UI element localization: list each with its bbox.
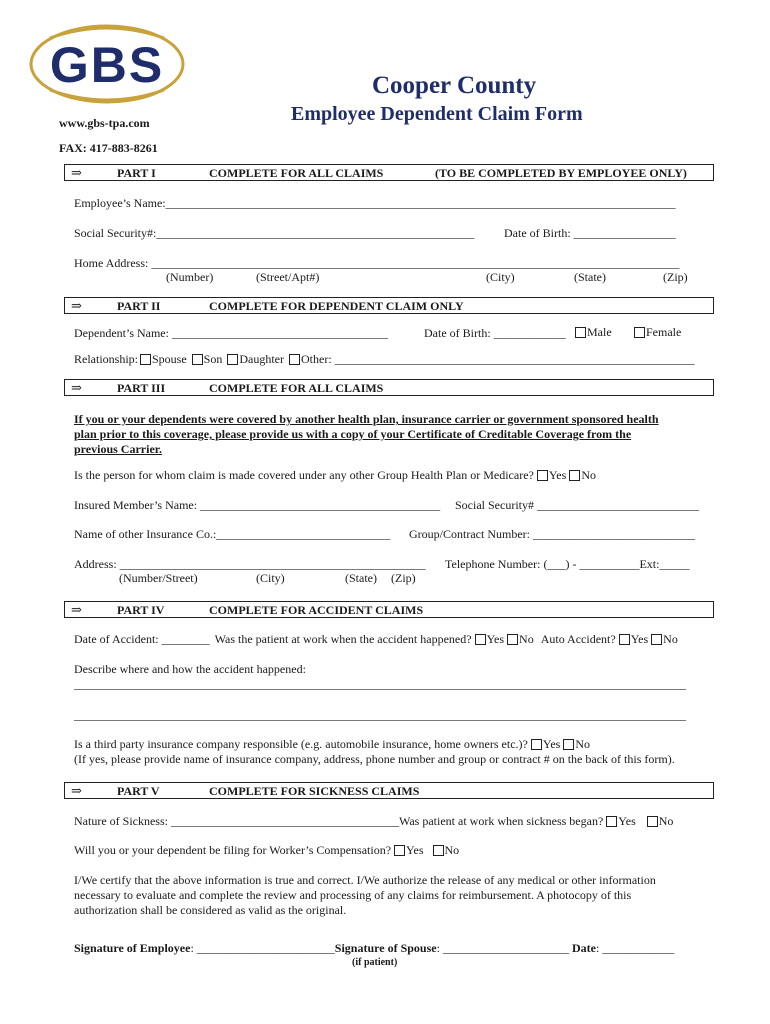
arrow-icon: ⇒	[71, 165, 82, 180]
telephone-field[interactable]: Telephone Number: (___) - __________Ext:_____	[445, 557, 690, 571]
part-1-header	[64, 164, 714, 181]
employee-signature-field[interactable]: : _______________________	[190, 941, 335, 955]
part-heading: COMPLETE FOR ALL CLAIMS	[209, 166, 384, 180]
describe-line-1[interactable]: ______________________________________________________________________________________________________	[74, 677, 686, 691]
part-label: PART I	[117, 166, 156, 180]
third-party-note: (If yes, please provide name of insurance company, address, phone number and group or contract # on the back of this form).	[74, 752, 675, 766]
describe-line-2[interactable]: ______________________________________________________________________________________________________	[74, 708, 686, 722]
workers-comp-question: Will you or your dependent be filing for Worker’s Compensation? Yes No	[74, 843, 460, 857]
dob-field[interactable]: Date of Birth: _________________	[504, 226, 676, 240]
fax-number: FAX: 417-883-8261	[59, 141, 158, 155]
nature-of-sickness-field[interactable]: Nature of Sickness: ______________________________________	[74, 814, 399, 828]
coverage-notice-3: previous Carrier.	[74, 442, 162, 456]
certification-line-1: I/We certify that the above information is true and correct. I/We authorize the release of any medical or other information	[74, 873, 656, 887]
workers-comp-yes-checkbox[interactable]	[394, 845, 405, 856]
male-checkbox[interactable]	[575, 327, 586, 338]
signature-row	[74, 941, 674, 956]
form-title: Employee Dependent Claim Form	[291, 103, 583, 125]
other-plan-no-checkbox[interactable]	[569, 470, 580, 481]
describe-label: Describe where and how the accident happened:	[74, 662, 306, 676]
auto-yes-checkbox[interactable]	[619, 634, 630, 645]
addr-city-label: (City)	[256, 571, 285, 585]
arrow-icon: ⇒	[71, 380, 82, 395]
sick-at-work-no-checkbox[interactable]	[647, 816, 658, 827]
part-2-header	[64, 297, 714, 314]
relationship-label: Relationship:	[74, 352, 138, 366]
other-plan-yes-checkbox[interactable]	[537, 470, 548, 481]
at-work-yes-checkbox[interactable]	[475, 634, 486, 645]
date-field[interactable]: : ____________	[595, 941, 675, 955]
female-checkbox[interactable]	[634, 327, 645, 338]
addr-number-label: (Number)	[166, 270, 214, 284]
accident-row: Date of Accident: ________ Was the patient at work when the accident happened? Yes No Auto Accident? Yes No	[74, 632, 678, 646]
daughter-checkbox[interactable]	[227, 354, 238, 365]
addr-city-label: (City)	[486, 270, 515, 284]
group-number-field[interactable]: Group/Contract Number: ___________________________	[409, 527, 695, 541]
date-label: Date	[571, 941, 596, 955]
arrow-icon: ⇒	[71, 783, 82, 798]
home-address-field[interactable]: Home Address: ________________________________________________________________________________________	[74, 256, 680, 270]
certification-line-2: necessary to evaluate and complete the review and processing of any claims for reimbursement. A photocopy of this	[74, 888, 632, 902]
spouse-signature-field[interactable]: : _____________________	[436, 941, 569, 955]
third-party-yes-checkbox[interactable]	[531, 739, 542, 750]
spouse-signature-label: Signature of Spouse	[334, 941, 437, 955]
son-checkbox[interactable]	[192, 354, 203, 365]
employee-name-field[interactable]: Employee’s Name:_____________________________________________________________________________________	[74, 196, 676, 210]
addr-zip-label: (Zip)	[391, 571, 416, 585]
part-heading: COMPLETE FOR ACCIDENT CLAIMS	[209, 603, 424, 617]
arrow-icon: ⇒	[71, 298, 82, 313]
third-party-no-checkbox[interactable]	[563, 739, 574, 750]
part-note: (TO BE COMPLETED BY EMPLOYEE ONLY)	[435, 166, 687, 180]
insurance-address-field[interactable]: Address: ___________________________________________________	[74, 557, 426, 571]
workers-comp-no-checkbox[interactable]	[433, 845, 444, 856]
spouse-checkbox[interactable]	[140, 354, 151, 365]
sick-at-work-yes-checkbox[interactable]	[606, 816, 617, 827]
form-title-county: Cooper County	[372, 72, 537, 99]
third-party-question: Is a third party insurance company responsible (e.g. automobile insurance, home owners etc.)? Yes No	[74, 737, 590, 751]
at-work-no-checkbox[interactable]	[507, 634, 518, 645]
part-heading: COMPLETE FOR ALL CLAIMS	[209, 381, 384, 395]
other-plan-question: Is the person for whom claim is made covered under any other Group Health Plan or Medicare? Yes No	[74, 468, 596, 482]
coverage-notice-2: plan prior to this coverage, please provide us with a copy of your Certificate of Creditable Coverage from the	[74, 427, 632, 441]
part-heading: COMPLETE FOR SICKNESS CLAIMS	[209, 784, 420, 798]
other-insurance-field[interactable]: Name of other Insurance Co.:_____________________________	[74, 527, 391, 541]
employee-signature-label: Signature of Employee	[74, 941, 191, 955]
logo-text: GBS	[49, 37, 165, 93]
part-4-header	[64, 601, 714, 618]
relationship-row: Relationship: Spouse Son Daughter Other: ____________________________________________________________	[74, 352, 695, 366]
sickness-row: Nature of Sickness: ______________________________________Was patient at work when sickness began? Yes No	[74, 814, 674, 828]
if-patient-note: (if patient)	[352, 957, 398, 968]
arrow-icon: ⇒	[71, 602, 82, 617]
other-field: Other: ____________________________________________________________	[301, 352, 695, 366]
male-option[interactable]: Male	[575, 325, 612, 340]
other-checkbox[interactable]	[289, 354, 300, 365]
part-label: PART II	[117, 299, 161, 313]
ssn-field[interactable]: Social Security#:_____________________________________________________	[74, 226, 475, 240]
accident-date-field[interactable]: Date of Accident: ________	[74, 632, 210, 646]
auto-no-checkbox[interactable]	[651, 634, 662, 645]
part-heading: COMPLETE FOR DEPENDENT CLAIM ONLY	[209, 299, 464, 313]
addr-state-label: (State)	[574, 270, 606, 284]
certification-line-3: authorization shall be considered as valid as the original.	[74, 903, 347, 917]
part-label: PART III	[117, 381, 166, 395]
part-label: PART IV	[117, 603, 165, 617]
addr-street-label: (Street/Apt#)	[256, 270, 320, 284]
part-5-header	[64, 782, 714, 799]
insured-name-field[interactable]: Insured Member’s Name: ________________________________________	[74, 498, 441, 512]
female-option[interactable]: Female	[634, 325, 681, 340]
website: www.gbs-tpa.com	[59, 116, 150, 130]
gbs-logo	[28, 18, 186, 110]
insured-ssn-field[interactable]: Social Security# ___________________________	[455, 498, 699, 512]
part-label: PART V	[117, 784, 160, 798]
dependent-dob-field[interactable]: Date of Birth: ____________	[424, 326, 566, 340]
addr-street-label: (Number/Street)	[119, 571, 198, 585]
dependent-name-field[interactable]: Dependent’s Name: ____________________________________	[74, 326, 388, 340]
coverage-notice-1: If you or your dependents were covered by another health plan, insurance carrier or government sponsored health	[74, 412, 659, 426]
part-3-header	[64, 379, 714, 396]
addr-zip-label: (Zip)	[663, 270, 688, 284]
addr-state-label: (State)	[345, 571, 377, 585]
